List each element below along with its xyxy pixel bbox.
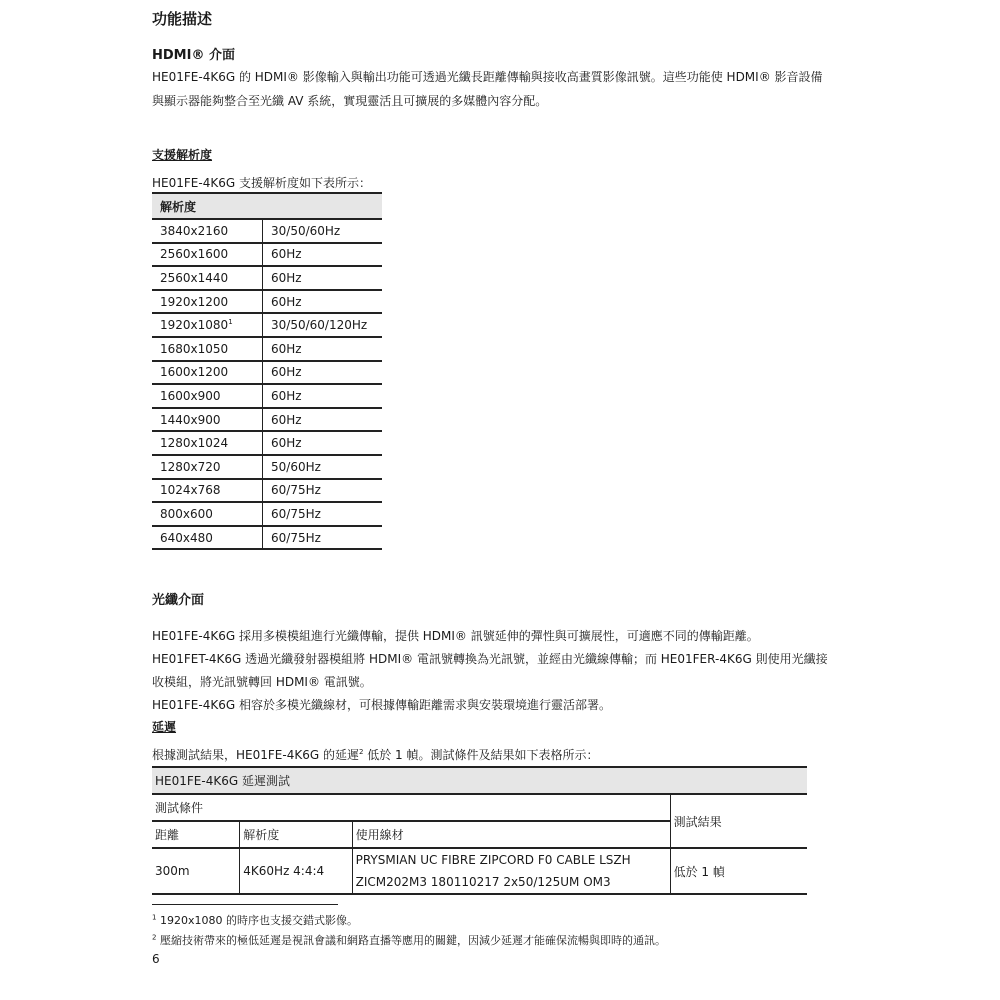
- resolution-value: 800x600: [160, 506, 213, 521]
- refresh-rate-cell: 50/60Hz: [263, 455, 383, 479]
- latency-table: [152, 766, 807, 895]
- resolution-cell: [152, 526, 263, 550]
- cable-line-2: ZICM202M3 180110217 2x50/125UM OM3: [355, 875, 611, 889]
- cable-line-1: PRYSMIAN UC FIBRE ZIPCORD F0 CABLE LSZH: [355, 853, 631, 867]
- latency-intro: [152, 746, 599, 763]
- resolution-cell: [152, 455, 263, 479]
- refresh-rate-cell: 30/50/60Hz: [263, 219, 383, 243]
- resolution-row: [152, 219, 382, 243]
- resolution-value: 1680x1050: [160, 341, 229, 356]
- resolution-intro: HE01FE-4K6G 支援解析度如下表所示：: [152, 176, 371, 190]
- resolution-value: 4K60Hz 4:4:4: [240, 848, 352, 894]
- col-resolution: 解析度: [240, 821, 352, 848]
- resolution-cell: [152, 479, 263, 503]
- resolution-row: [152, 526, 382, 550]
- footnote-2: [152, 932, 666, 948]
- resolution-value: 1920x1080: [160, 318, 229, 333]
- resolution-row: [152, 479, 382, 503]
- refresh-rate-cell: 60Hz: [263, 384, 383, 408]
- refresh-rate-cell: 60/75Hz: [263, 479, 383, 503]
- resolution-table-header: 解析度: [152, 193, 382, 219]
- col-cable: 使用線材: [352, 821, 670, 848]
- cable-value: [352, 848, 670, 894]
- footnote-divider: [152, 904, 338, 905]
- refresh-rate-cell: 60Hz: [263, 337, 383, 361]
- hdmi-paragraph-line2: 與顯示器能夠整合至光纖 AV 系統，實現靈活且可擴展的多媒體內容分配。: [152, 94, 548, 108]
- page-title: 功能描述: [152, 10, 213, 28]
- refresh-rate-cell: 30/50/60/120Hz: [263, 313, 383, 337]
- result-value: 低於 1 幀: [670, 848, 807, 894]
- refresh-rate-cell: 60Hz: [263, 243, 383, 267]
- refresh-rate-cell: 60/75Hz: [263, 526, 383, 550]
- resolution-row: [152, 290, 382, 314]
- resolution-row: [152, 361, 382, 385]
- resolution-cell: [152, 243, 263, 267]
- footnote-ref-2: 2: [358, 748, 364, 756]
- resolution-table: [152, 192, 382, 550]
- resolution-cell: [152, 502, 263, 526]
- resolution-row: [152, 408, 382, 432]
- refresh-rate-cell: 60Hz: [263, 431, 383, 455]
- latency-heading: 延遲: [152, 720, 177, 734]
- fiber-paragraph-2-line2: 收模組，將光訊號轉回 HDMI® 電訊號。: [152, 675, 372, 689]
- resolution-row: [152, 243, 382, 267]
- latency-intro-text-2: 低於 1 幀。測試條件及結果如下表格所示：: [363, 748, 599, 762]
- resolution-value: 2560x1440: [160, 270, 229, 285]
- fiber-paragraph-3: HE01FE-4K6G 相容於多模光纖線材，可根據傳輸距離需求與安裝環境進行靈活部署。: [152, 698, 611, 712]
- resolution-row: [152, 313, 382, 337]
- refresh-rate-cell: 60Hz: [263, 290, 383, 314]
- resolution-value: 3840x2160: [160, 223, 229, 238]
- refresh-rate-cell: 60Hz: [263, 361, 383, 385]
- resolution-row: [152, 455, 382, 479]
- col-distance: 距離: [152, 821, 240, 848]
- resolution-cell: [152, 431, 263, 455]
- refresh-rate-cell: 60Hz: [263, 408, 383, 432]
- footnote-ref-1: 1: [228, 318, 233, 327]
- distance-value: 300m: [152, 848, 240, 894]
- resolution-cell: [152, 266, 263, 290]
- resolution-cell: [152, 313, 263, 337]
- resolution-cell: [152, 337, 263, 361]
- resolution-cell: [152, 361, 263, 385]
- fiber-heading: 光纖介面: [152, 593, 205, 608]
- resolution-value: 1600x900: [160, 388, 221, 403]
- resolution-row: [152, 502, 382, 526]
- resolution-value: 1600x1200: [160, 365, 229, 380]
- fiber-paragraph-1: HE01FE-4K6G 採用多模模組進行光纖傳輸，提供 HDMI® 訊號延伸的彈性與可擴展性，可適應不同的傳輸距離。: [152, 629, 759, 643]
- resolution-value: 1440x900: [160, 412, 221, 427]
- resolution-value: 1280x1024: [160, 436, 229, 451]
- refresh-rate-cell: 60/75Hz: [263, 502, 383, 526]
- footnote-2-text: 壓縮技術帶來的極低延遲是視訊會議和網路直播等應用的關鍵，因減少延遲才能確保流暢與即時的通訊。: [159, 934, 666, 947]
- result-label: 測試結果: [670, 794, 807, 848]
- resolution-cell: [152, 290, 263, 314]
- resolution-value: 1280x720: [160, 459, 221, 474]
- latency-intro-text: 根據測試結果，HE01FE-4K6G 的延遲: [152, 748, 359, 762]
- resolution-value: 2560x1600: [160, 247, 229, 262]
- fiber-paragraph-2-line1: HE01FET-4K6G 透過光纖發射器模組將 HDMI® 電訊號轉換為光訊號，並經由光纖線傳輸；而 HE01FER-4K6G 則使用光纖接: [152, 652, 828, 666]
- resolution-row: [152, 337, 382, 361]
- resolution-value: 1024x768: [160, 483, 221, 498]
- resolution-value: 640x480: [160, 530, 213, 545]
- footnote-1-text: 1920x1080 的時序也支援交錯式影像。: [159, 914, 358, 927]
- footnote-1: [152, 912, 358, 928]
- resolution-cell: [152, 219, 263, 243]
- latency-table-title: HE01FE-4K6G 延遲測試: [152, 767, 807, 794]
- resolution-row: [152, 431, 382, 455]
- resolution-heading: 支援解析度: [152, 148, 213, 162]
- page-number: 6: [152, 952, 160, 966]
- conditions-label: 測試條件: [152, 794, 670, 821]
- footnote-1-mark: 1: [152, 913, 157, 922]
- resolution-cell: [152, 384, 263, 408]
- hdmi-heading: HDMI® 介面: [152, 48, 235, 63]
- refresh-rate-cell: 60Hz: [263, 266, 383, 290]
- resolution-row: [152, 384, 382, 408]
- resolution-value: 1920x1200: [160, 294, 229, 309]
- resolution-cell: [152, 408, 263, 432]
- hdmi-paragraph-line1: HE01FE-4K6G 的 HDMI® 影像輸入與輸出功能可透過光纖長距離傳輸與接收高畫質影像訊號。這些功能使 HDMI® 影音設備: [152, 70, 823, 84]
- footnote-2-mark: 2: [152, 933, 157, 942]
- resolution-row: [152, 266, 382, 290]
